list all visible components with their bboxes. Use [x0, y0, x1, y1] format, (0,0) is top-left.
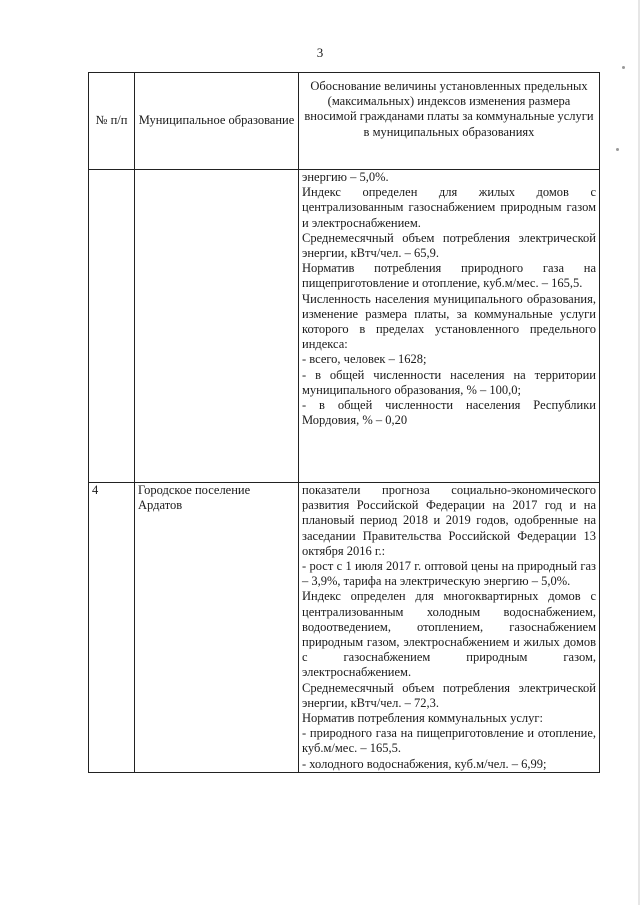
row-rationale	[299, 483, 600, 773]
table-row	[89, 483, 600, 773]
header-number: № п/п	[89, 73, 135, 170]
scan-speck	[622, 66, 625, 69]
row-rationale	[299, 170, 600, 483]
scan-speck	[616, 148, 619, 151]
rationale-line: Среднемесячный объем потребления электрической энергии, кВтч/чел. – 65,9.	[302, 230, 596, 261]
header-rationale: Обоснование величины установленных предельных (максимальных) индексов изменения размера вносимой гражданами платы за коммунальные услуги в муниципальных образованиях	[299, 73, 600, 170]
table-header-row	[89, 73, 600, 170]
header-municipality: Муниципальное образование	[135, 73, 299, 170]
rationale-line: - в общей численности населения Республики Мордовия, % – 0,20	[302, 398, 596, 428]
rationale-line: показатели прогноза социально-экономического развития Российской Федерации на 2017 год и на плановый период 2018 и 2019 годов, одобренные на заседании Правительства Российской Федерации 13 октября 2016 г.:	[302, 483, 596, 558]
rationale-line: Среднемесячный объем потребления электрической энергии, кВтч/чел. – 72,3.	[302, 680, 596, 710]
rationale-line: - природного газа на пищеприготовление и отопление, куб.м/мес. – 165,5.	[302, 726, 596, 756]
rationale-line: Индекс определен для жилых домов с централизованным газоснабжением природным газом и электроснабжением.	[302, 185, 596, 230]
rationale-table	[88, 72, 600, 773]
rationale-line: - всего, человек – 1628;	[302, 352, 427, 367]
table-row	[89, 170, 600, 483]
rationale-line: Норматив потребления природного газа на пищеприготовление и отопление, куб.м/мес. – 165,5.	[302, 261, 596, 291]
rationale-line: Норматив потребления коммунальных услуг:	[302, 711, 543, 726]
rationale-line: - холодного водоснабжения, куб.м/чел. – 6,99;	[302, 756, 547, 771]
rationale-line: - в общей численности населения на территории муниципального образования, % – 100,0;	[302, 367, 596, 397]
row-number	[89, 170, 135, 483]
page-number: 3	[316, 45, 324, 60]
rationale-line: энергию – 5,0%.	[302, 170, 389, 184]
rationale-line: Численность населения муниципального образования, изменение размера платы, за коммунальные услуги которого в пределах установленного предельного индекса:	[302, 291, 596, 352]
rationale-line: Индекс определен для многоквартирных домов с централизованным холодным водоснабжением, водоотведением, отоплением, газоснабжением природным газом, электроснабжением и жилых домов с газоснабжением природным газом, электроснабжением.	[302, 589, 596, 680]
row-municipality	[135, 170, 299, 483]
rationale-line: - рост с 1 июля 2017 г. оптовой цены на природный газ – 3,9%, тарифа на электрическую энергию – 5,0%.	[302, 559, 596, 589]
row-number: 4	[89, 483, 135, 773]
row-municipality: Городское поселение Ардатов	[135, 483, 299, 773]
